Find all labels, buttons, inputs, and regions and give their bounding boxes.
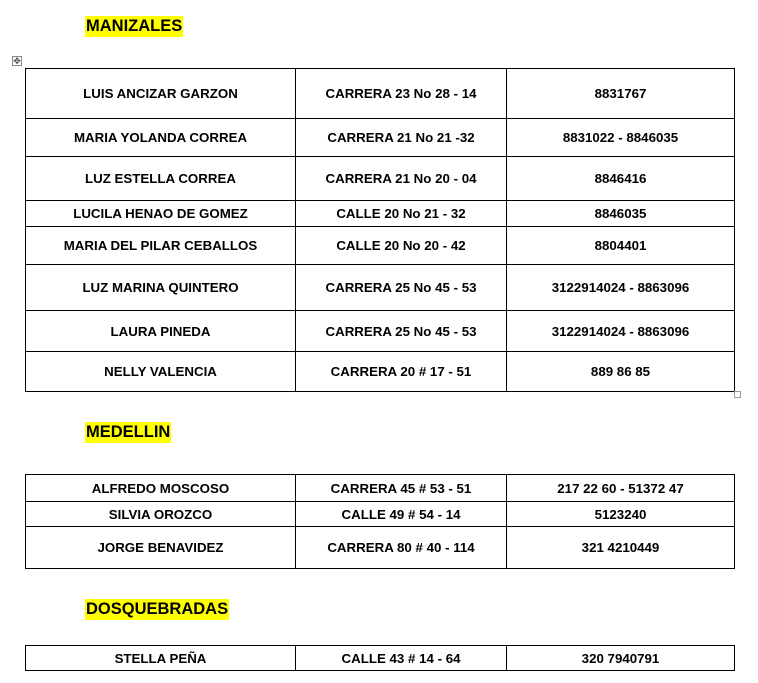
manizales-contacts-table <box>25 68 735 392</box>
contact-name-cell: SILVIA OROZCO <box>26 502 296 527</box>
contact-address-cell: CARRERA 80 # 40 - 114 <box>296 527 507 569</box>
section-heading-medellin: MEDELLIN <box>86 423 171 441</box>
table-row <box>26 352 735 392</box>
contact-phone-cell: 8846035 <box>507 201 735 227</box>
contact-name-cell: JORGE BENAVIDEZ <box>26 527 296 569</box>
contact-address-cell: CALLE 20 No 21 - 32 <box>296 201 507 227</box>
contact-address-cell: CALLE 49 # 54 - 14 <box>296 502 507 527</box>
contact-address-cell: CARRERA 25 No 45 - 53 <box>296 265 507 311</box>
contact-address-cell: CARRERA 21 No 20 - 04 <box>296 157 507 201</box>
medellin-contacts-table <box>25 474 735 569</box>
contact-address-cell: CALLE 20 No 20 - 42 <box>296 227 507 265</box>
contact-name-cell: STELLA PEÑA <box>26 646 296 671</box>
table-row <box>26 502 735 527</box>
contact-phone-cell: 8846416 <box>507 157 735 201</box>
contact-phone-cell: 8831022 - 8846035 <box>507 119 735 157</box>
contact-address-cell: CARRERA 21 No 21 -32 <box>296 119 507 157</box>
contact-name-cell: LAURA PINEDA <box>26 311 296 352</box>
contact-name-cell: LUZ ESTELLA CORREA <box>26 157 296 201</box>
contact-name-cell: NELLY VALENCIA <box>26 352 296 392</box>
contact-phone-cell: 5123240 <box>507 502 735 527</box>
contact-phone-cell: 8831767 <box>507 69 735 119</box>
section-heading-manizales: MANIZALES <box>86 17 183 35</box>
table-row <box>26 157 735 201</box>
table-row <box>26 201 735 227</box>
contact-name-cell: LUCILA HENAO DE GOMEZ <box>26 201 296 227</box>
dosquebradas-contacts-table <box>25 645 735 671</box>
contact-phone-cell: 321 4210449 <box>507 527 735 569</box>
table-row <box>26 119 735 157</box>
contact-name-cell: MARIA DEL PILAR CEBALLOS <box>26 227 296 265</box>
contact-name-cell: ALFREDO MOSCOSO <box>26 475 296 502</box>
table-row <box>26 265 735 311</box>
contact-phone-cell: 217 22 60 - 51372 47 <box>507 475 735 502</box>
contact-phone-cell: 3122914024 - 8863096 <box>507 265 735 311</box>
contact-name-cell: LUIS ANCIZAR GARZON <box>26 69 296 119</box>
table-row <box>26 646 735 671</box>
contact-address-cell: CARRERA 23 No 28 - 14 <box>296 69 507 119</box>
contact-address-cell: CARRERA 25 No 45 - 53 <box>296 311 507 352</box>
table-row <box>26 69 735 119</box>
table-row <box>26 311 735 352</box>
contact-name-cell: LUZ MARINA QUINTERO <box>26 265 296 311</box>
table-move-handle-icon[interactable]: ✥ <box>13 56 21 66</box>
table-row <box>26 527 735 569</box>
contact-name-cell: MARIA YOLANDA CORREA <box>26 119 296 157</box>
contact-phone-cell: 889 86 85 <box>507 352 735 392</box>
contact-address-cell: CARRERA 20 # 17 - 51 <box>296 352 507 392</box>
table-resize-handle[interactable] <box>734 391 741 398</box>
contact-address-cell: CALLE 43 # 14 - 64 <box>296 646 507 671</box>
contact-phone-cell: 8804401 <box>507 227 735 265</box>
table-row <box>26 475 735 502</box>
table-row <box>26 227 735 265</box>
section-heading-dosquebradas: DOSQUEBRADAS <box>86 600 229 618</box>
contact-address-cell: CARRERA 45 # 53 - 51 <box>296 475 507 502</box>
contact-phone-cell: 320 7940791 <box>507 646 735 671</box>
contact-phone-cell: 3122914024 - 8863096 <box>507 311 735 352</box>
